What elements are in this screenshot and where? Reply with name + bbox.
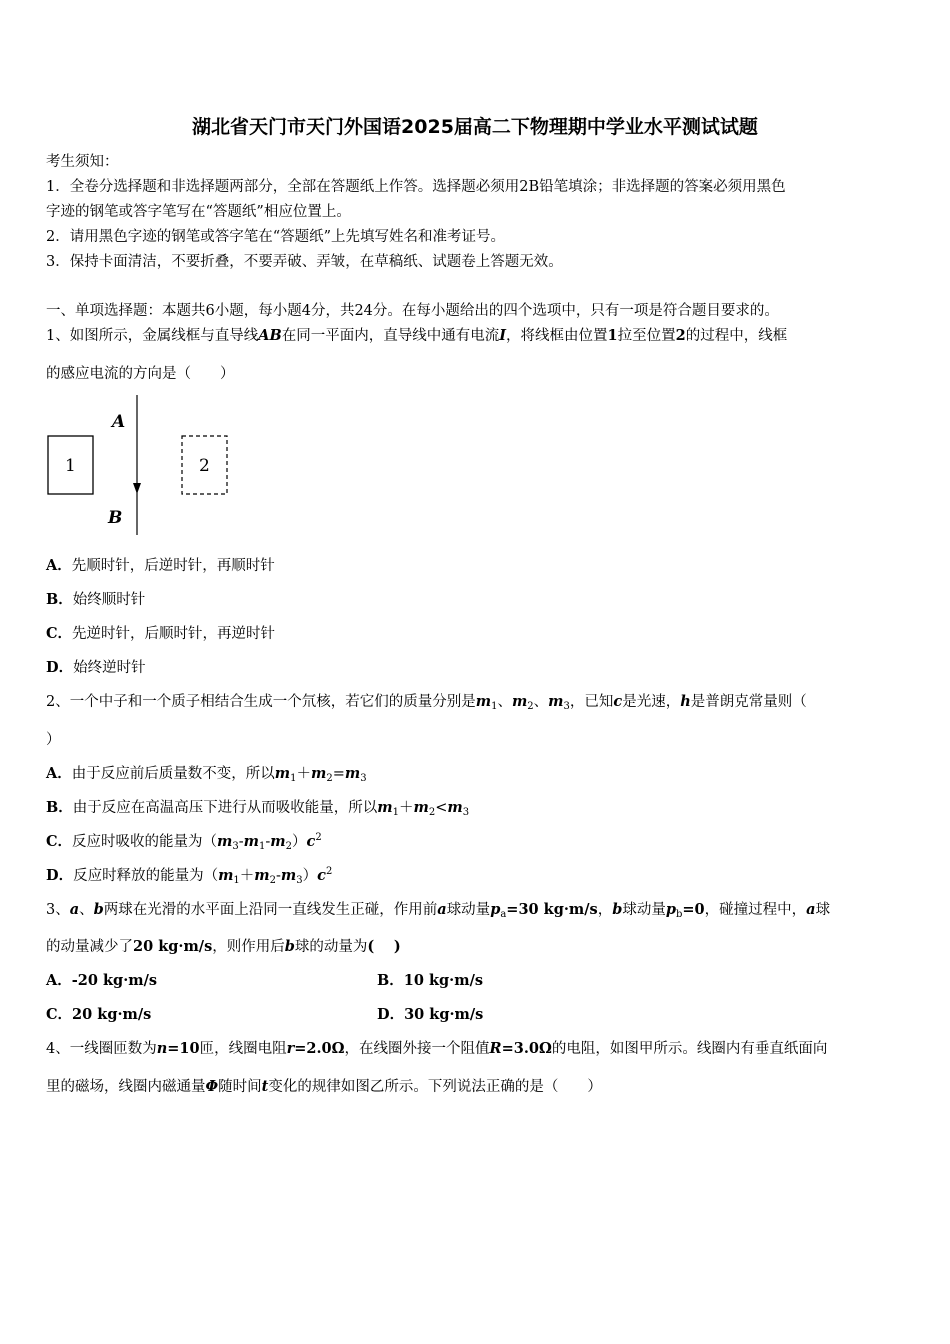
operator: - — [238, 834, 244, 850]
momentum-b-value: =0 — [682, 901, 705, 918]
option-text: -20 kg·m/s — [71, 972, 158, 989]
option-text: 10 kg·m/s — [403, 972, 484, 989]
subscript: b — [676, 909, 683, 920]
frame-2-label: 2 — [199, 456, 210, 476]
q1-figure — [44, 393, 244, 539]
q2-text: 2、一个中子和一个质子相结合生成一个氘核，若它们的质量分别是 — [46, 694, 476, 710]
operator: = — [332, 766, 345, 782]
mass-symbol: m — [413, 799, 429, 816]
frame-1-label: 1 — [65, 456, 76, 476]
q3-text: 球动量 — [622, 902, 666, 918]
q3-option-b[interactable] — [377, 971, 483, 991]
q1-current-symbol: I — [499, 327, 507, 344]
momentum-symbol: p — [665, 901, 676, 918]
q1-stem — [46, 326, 787, 346]
ball-b-symbol: b — [284, 938, 295, 955]
option-key: C． — [46, 625, 73, 642]
notice-heading: 考生须知： — [46, 154, 119, 170]
q2-text: 是光速， — [622, 694, 681, 710]
q3-option-d[interactable] — [377, 1005, 483, 1025]
light-speed-symbol: c — [613, 693, 623, 710]
q4-text: 随时间 — [218, 1079, 262, 1095]
bracket: ） — [302, 868, 318, 884]
q1-wire-label: AB — [258, 327, 282, 344]
mass-symbol: m — [511, 693, 528, 710]
ball-a-symbol: a — [806, 901, 816, 918]
q3-text: 球动量 — [446, 902, 491, 918]
mass-symbol: m — [344, 765, 361, 782]
operator: ＋ — [398, 800, 414, 816]
q1-option-d[interactable] — [46, 658, 146, 678]
mass-symbol: m — [310, 765, 327, 782]
q3-text: 3、 — [46, 902, 70, 918]
subscript: 3 — [563, 701, 570, 712]
section-heading: 一、单项选择题：本题共6小题，每小题4分，共24分。在每小题给出的四个选项中，只有一项是符合题目要求的。 — [46, 303, 779, 319]
mass-symbol: m — [377, 799, 393, 816]
mass-symbol: m — [270, 833, 286, 850]
mass-symbol: m — [274, 765, 291, 782]
q1-text: 拉至位置 — [617, 328, 676, 344]
q4-text: 里的磁场，线圈内磁通量 — [46, 1079, 206, 1095]
option-key: D． — [46, 659, 74, 676]
subscript: 2 — [326, 773, 333, 784]
q4-text: 4、一线圈匝数为 — [46, 1041, 157, 1057]
operator: ＋ — [239, 868, 255, 884]
momentum-symbol: p — [490, 901, 501, 918]
q3-stem — [46, 900, 830, 920]
option-text: 反应时释放的能量为（ — [73, 868, 219, 884]
light-speed-symbol: c — [306, 833, 316, 850]
notice-item-2: 2．请用黑色字迹的钢笔或答字笔在“答题纸”上先填写姓名和准考证号。 — [46, 229, 506, 245]
coil-resistance-symbol: r — [286, 1040, 295, 1057]
q2-option-a[interactable] — [46, 764, 367, 784]
notice-item-3: 3．保持卡面清洁，不要折叠，不要弄破、弄皱，在草稿纸、试题卷上答题无效。 — [46, 254, 563, 270]
q2-option-b[interactable] — [46, 798, 469, 818]
subscript: 1 — [259, 841, 266, 852]
option-key: A． — [46, 765, 72, 782]
separator: 、 — [79, 902, 94, 918]
option-text: 先逆时针，后顺时针，再逆时针 — [72, 626, 276, 642]
mass-symbol: m — [217, 833, 233, 850]
q4-text: 变化的规律如图乙所示。下列说法正确的是（ ） — [268, 1079, 602, 1095]
current-arrow-icon — [133, 483, 141, 494]
operator: - — [265, 834, 271, 850]
option-key: C． — [46, 833, 73, 850]
option-text: 由于反应在高温高压下进行从而吸收能量，所以 — [72, 800, 378, 816]
option-text: 30 kg·m/s — [404, 1006, 484, 1023]
operator: < — [435, 800, 448, 816]
q1-stem-cont: 的感应电流的方向是（ ） — [46, 366, 235, 382]
ball-a-symbol: a — [437, 901, 447, 918]
option-text: 始终逆时针 — [73, 660, 146, 676]
flux-symbol: Φ — [205, 1078, 219, 1095]
subscript: 2 — [269, 875, 277, 886]
q1-option-a[interactable] — [46, 556, 275, 576]
q4-stem-cont — [46, 1077, 602, 1097]
subscript: 2 — [285, 841, 293, 852]
separator: 、 — [497, 694, 512, 710]
option-text: 始终顺时针 — [72, 592, 146, 608]
turns-value: =10 — [167, 1040, 200, 1057]
q1-text: 1、如图所示，金属线框与直导线 — [46, 328, 259, 344]
mass-symbol: m — [280, 867, 297, 884]
q1-text: 在同一平面内，直导线中通有电流 — [281, 328, 500, 344]
option-text: 20 kg·m/s — [72, 1006, 152, 1023]
subscript: 1 — [491, 701, 498, 712]
ball-b-symbol: b — [93, 901, 104, 918]
q3-text: 球 — [815, 902, 831, 918]
superscript: 2 — [325, 866, 333, 877]
subscript: 3 — [462, 807, 470, 818]
q2-text: 是普朗克常量则（ — [690, 694, 807, 710]
q1-option-c[interactable] — [46, 624, 275, 644]
momentum-a-value: =30 kg·m/s — [506, 901, 598, 918]
resistor-value: =3.0Ω — [501, 1040, 552, 1057]
subscript: 1 — [233, 875, 240, 886]
page-title: 湖北省天门市天门外国语2025届高二下物理期中学业水平测试试题 — [192, 116, 758, 138]
q3-stem-cont — [46, 937, 401, 957]
option-text: 由于反应前后质量数不变，所以 — [71, 766, 275, 782]
mass-symbol: m — [447, 799, 463, 816]
separator: 、 — [533, 694, 549, 710]
q3-option-c[interactable] — [46, 1005, 151, 1025]
option-key: B． — [46, 591, 73, 608]
subscript: 2 — [527, 701, 534, 712]
notice-item-1: 1．全卷分选择题和非选择题两部分，全部在答题纸上作答。选择题必须用2B铅笔填涂；非选择题的答案必须用黑色 — [46, 179, 786, 195]
planck-symbol: h — [680, 693, 691, 710]
option-text: 先顺时针，后逆时针，再顺时针 — [71, 558, 275, 574]
q4-text: 匝，线圈电阻 — [199, 1041, 287, 1057]
option-key: A． — [46, 557, 72, 574]
operator: ＋ — [296, 766, 311, 782]
coil-resistance-value: =2.0Ω — [294, 1040, 345, 1057]
option-key: C． — [46, 1006, 73, 1023]
label-a: A — [112, 412, 126, 432]
answer-blank: ( ) — [367, 938, 401, 955]
q3-text: ，碰撞过程中， — [704, 902, 807, 918]
momentum-change-value: 20 kg·m/s — [133, 938, 213, 955]
q2-text: ，已知 — [569, 694, 614, 710]
q2-stem — [46, 692, 807, 712]
mass-symbol: m — [254, 867, 270, 884]
q4-text: ，在线圈外接一个阻值 — [344, 1041, 490, 1057]
q3-text: 两球在光滑的水平面上沿同一直线发生正碰，作用前 — [103, 902, 438, 918]
q2-option-c[interactable] — [46, 832, 322, 852]
time-symbol: t — [261, 1078, 269, 1095]
q1-position-2: 2 — [675, 327, 686, 344]
q3-text: 的动量减少了 — [46, 939, 133, 955]
q3-text: ，则作用后 — [212, 939, 285, 955]
mass-symbol: m — [475, 693, 492, 710]
q1-option-b[interactable] — [46, 590, 145, 610]
ball-a-symbol: a — [69, 901, 80, 918]
q1-text: ，将线框由位置 — [506, 328, 608, 344]
q2-option-d[interactable] — [46, 866, 332, 886]
label-b: B — [108, 508, 123, 528]
subscript: 3 — [296, 875, 303, 886]
notice-item-1-cont: 字迹的钢笔或答字笔写在“答题纸”相应位置上。 — [46, 204, 351, 220]
subscript: 1 — [290, 773, 297, 784]
subscript: a — [500, 909, 507, 920]
q1-position-1: 1 — [607, 327, 618, 344]
mass-symbol: m — [548, 693, 564, 710]
light-speed-symbol: c — [317, 867, 326, 884]
resistor-symbol: R — [489, 1040, 502, 1057]
option-key: D． — [46, 867, 74, 884]
option-text: 反应时吸收的能量为（ — [72, 834, 218, 850]
q4-stem — [46, 1039, 827, 1059]
bracket: ） — [292, 834, 307, 850]
ball-b-symbol: b — [612, 901, 623, 918]
subscript: 1 — [392, 807, 399, 818]
q3-text: 球的动量为 — [294, 939, 368, 955]
subscript: 3 — [360, 773, 367, 784]
q3-option-a[interactable] — [46, 971, 157, 991]
turns-symbol: n — [156, 1040, 168, 1057]
option-key: A． — [46, 972, 72, 989]
mass-symbol: m — [243, 833, 260, 850]
superscript: 2 — [315, 832, 322, 843]
mass-symbol: m — [218, 867, 234, 884]
q1-text: 的过程中，线框 — [685, 328, 788, 344]
option-key: B． — [46, 799, 73, 816]
option-key: B． — [377, 972, 404, 989]
q2-stem-cont: ） — [46, 732, 61, 748]
subscript: 2 — [428, 807, 436, 818]
q4-text: 的电阻，如图甲所示。线圈内有垂直纸面向 — [551, 1041, 828, 1057]
operator: - — [276, 868, 281, 884]
subscript: 3 — [232, 841, 239, 852]
option-key: D． — [377, 1006, 405, 1023]
separator: ， — [597, 902, 613, 918]
